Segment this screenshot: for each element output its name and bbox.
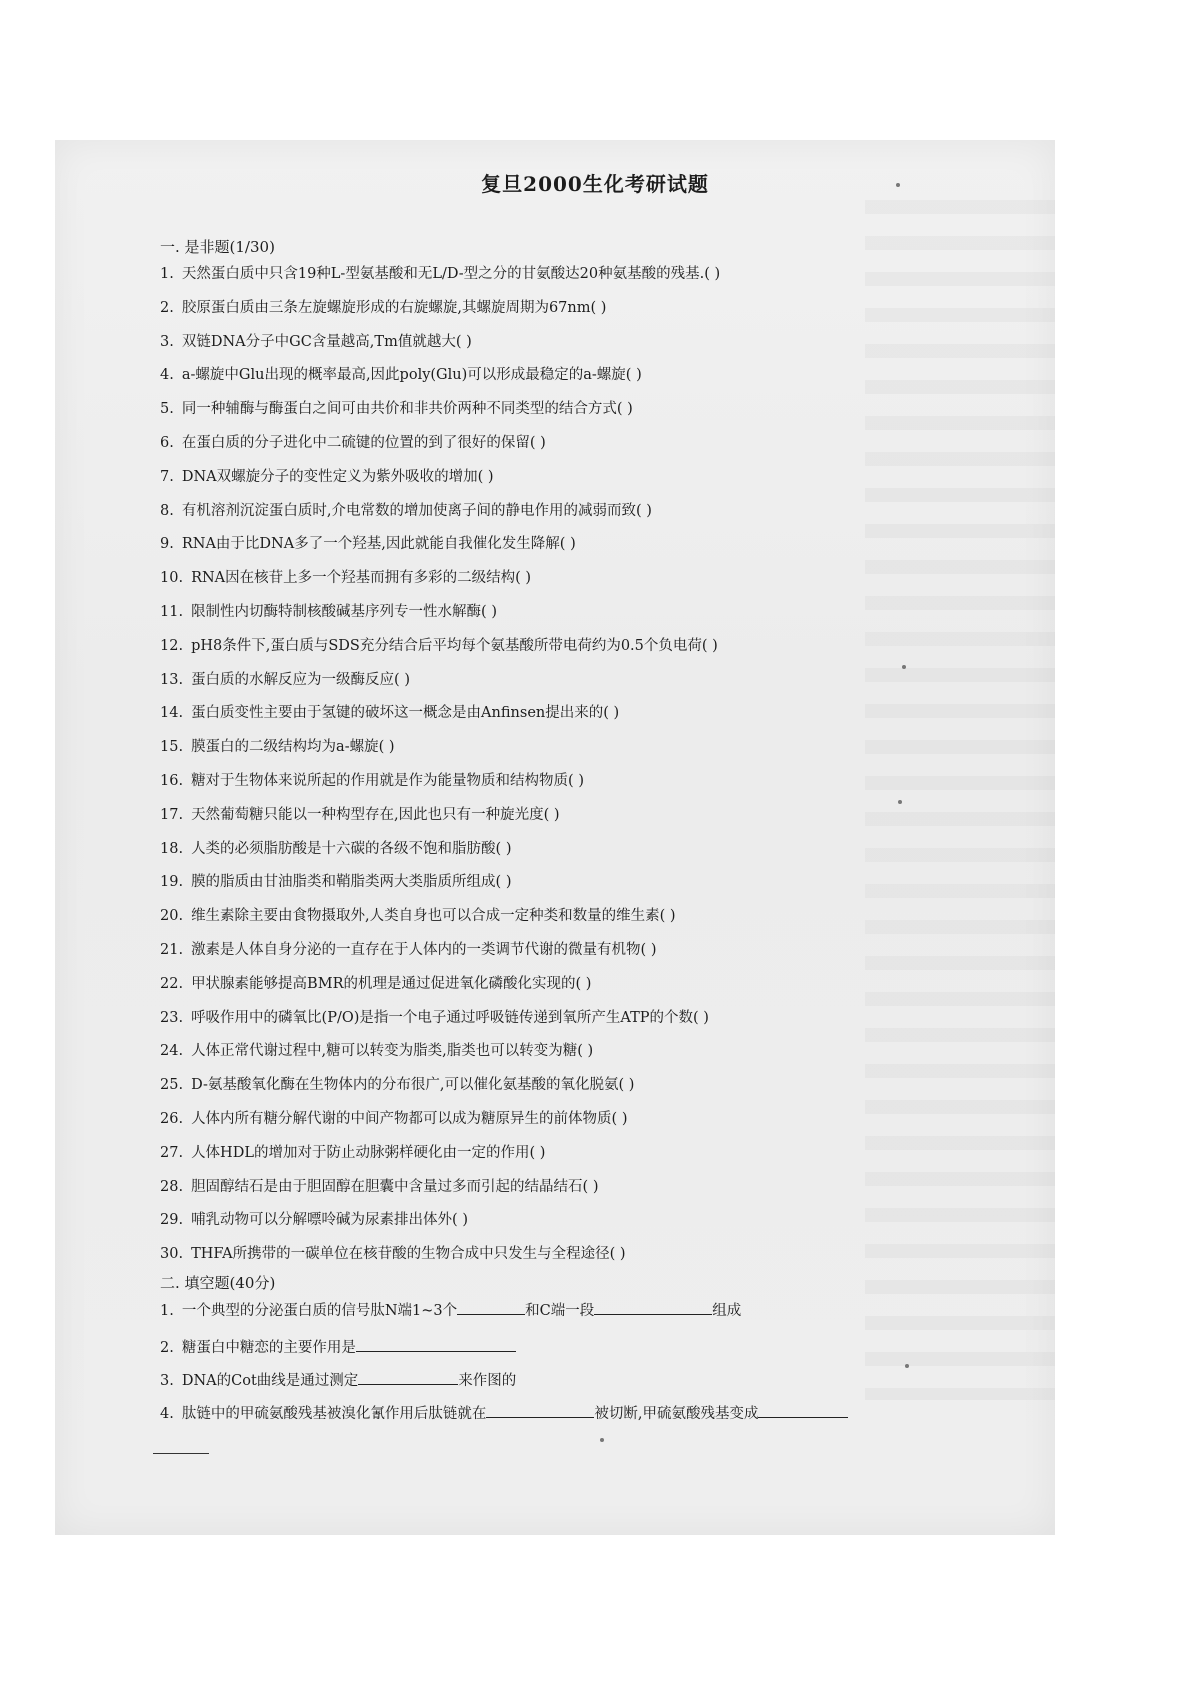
true-false-question — [160, 1109, 627, 1129]
scan-speck — [898, 800, 902, 804]
question-number: 12. — [160, 637, 184, 654]
question-text-part: 一个典型的分泌蛋白质的信号肽N端1~3个 — [181, 1303, 458, 1319]
question-text: 人体内所有糖分解代谢的中间产物都可以成为糖原异生的前体物质( ) — [191, 1111, 628, 1127]
true-false-question — [160, 771, 584, 791]
question-number: 8. — [160, 502, 174, 519]
question-text: 维生素除主要由食物摄取外,人类自身也可以合成一定种类和数量的维生素( ) — [191, 908, 676, 925]
scan-speck — [896, 183, 900, 187]
question-text: THFA所携带的一碳单位在核苷酸的生物合成中只发生与全程途径( ) — [191, 1246, 626, 1263]
question-number: 1. — [160, 1303, 174, 1319]
answer-blank[interactable] — [486, 1403, 594, 1418]
continued-answer-blank[interactable] — [153, 1453, 209, 1454]
question-text: 蛋白质变性主要由于氢键的破坏这一概念是由Anfinsen提出来的( ) — [191, 705, 620, 722]
question-number: 17. — [160, 806, 184, 823]
true-false-question — [160, 636, 718, 656]
question-number: 26. — [160, 1111, 184, 1127]
question-number: 22. — [160, 975, 184, 992]
true-false-question — [160, 365, 642, 385]
exam-title: 复旦2000生化考研试题 — [481, 172, 709, 196]
question-text: RNA因在核苷上多一个羟基而拥有多彩的二级结构( ) — [191, 570, 532, 587]
question-text: 甲状腺素能够提高BMR的机理是通过促进氧化磷酸化实现的( ) — [191, 975, 592, 992]
true-false-question — [160, 1244, 626, 1264]
question-number: 23. — [160, 1009, 184, 1026]
question-number: 21. — [160, 942, 184, 958]
question-text: 胶原蛋白质由三条左旋螺旋形成的右旋螺旋,其螺旋周期为67nm( ) — [181, 299, 607, 316]
question-text: 人体HDL的增加对于防止动脉粥样硬化由一定的作用( ) — [191, 1144, 546, 1161]
answer-blank[interactable] — [358, 1370, 458, 1385]
question-number: 9. — [160, 536, 174, 553]
question-number: 29. — [160, 1212, 184, 1229]
question-number: 20. — [160, 908, 184, 925]
section-heading-fill-blank: 二. 填空题(40分) — [160, 1274, 276, 1292]
true-false-question — [160, 467, 494, 487]
answer-blank[interactable] — [594, 1300, 712, 1315]
question-number: 27. — [160, 1144, 184, 1161]
question-number: 13. — [160, 671, 184, 688]
question-text: 胆固醇结石是由于胆固醇在胆囊中含量过多而引起的结晶结石( ) — [191, 1178, 599, 1195]
question-number: 30. — [160, 1246, 184, 1263]
question-text: 双链DNA分子中GC含量越高,Tm值就越大( ) — [181, 333, 472, 350]
true-false-question — [160, 1210, 468, 1230]
scan-speck — [905, 1364, 909, 1368]
question-number: 4. — [160, 1406, 174, 1422]
true-false-question — [160, 737, 395, 757]
question-text-part: 来作图的 — [458, 1373, 517, 1389]
answer-blank[interactable] — [758, 1403, 848, 1418]
fill-question-2 — [160, 1337, 516, 1358]
answer-blank[interactable] — [356, 1337, 516, 1352]
question-text-part: 和C端一段 — [525, 1303, 595, 1319]
question-number: 16. — [160, 773, 184, 789]
question-number: 10. — [160, 570, 184, 587]
true-false-question — [160, 602, 497, 622]
question-text: D-氨基酸氧化酶在生物体内的分布很广,可以催化氨基酸的氧化脱氨( ) — [191, 1077, 635, 1094]
question-text: 在蛋白质的分子进化中二硫键的位置的到了很好的保留( ) — [181, 435, 546, 451]
question-text: pH8条件下,蛋白质与SDS充分结合后平均每个氨基酸所带电荷约为0.5个负电荷( ) — [191, 637, 718, 654]
question-text: 呼吸作用中的磷氧比(P/O)是指一个电子通过呼吸链传递到氧所产生ATP的个数( ) — [191, 1009, 709, 1026]
question-number: 25. — [160, 1077, 184, 1094]
answer-blank[interactable] — [457, 1300, 525, 1315]
true-false-question — [160, 703, 619, 723]
question-number: 2. — [160, 1340, 174, 1356]
question-number: 4. — [160, 367, 174, 384]
true-false-question — [160, 974, 591, 994]
question-text: 膜蛋白的二级结构均为a-螺旋( ) — [191, 739, 395, 756]
question-number: 7. — [160, 468, 174, 485]
true-false-question — [160, 264, 720, 284]
question-text: 激素是人体自身分泌的一直存在于人体内的一类调节代谢的微量有机物( ) — [191, 942, 657, 958]
question-number: 2. — [160, 299, 174, 316]
question-text-part: 肽链中的甲硫氨酸残基被溴化氰作用后肽链就在 — [181, 1406, 487, 1422]
question-number: 3. — [160, 1373, 174, 1389]
question-text: 限制性内切酶特制核酸碱基序列专一性水解酶( ) — [191, 604, 497, 620]
true-false-question — [160, 1008, 709, 1028]
true-false-question — [160, 534, 576, 554]
question-text: 人类的必须脂肪酸是十六碳的各级不饱和脂肪酸( ) — [191, 840, 512, 857]
true-false-question — [160, 298, 606, 318]
true-false-question — [160, 1075, 634, 1095]
question-text: 蛋白质的水解反应为一级酶反应( ) — [191, 671, 410, 688]
true-false-question — [160, 670, 410, 690]
bleed-through-texture — [865, 200, 1055, 1400]
question-number: 3. — [160, 333, 174, 350]
question-text: 同一种辅酶与酶蛋白之间可由共价和非共价两种不同类型的结合方式( ) — [181, 401, 633, 418]
question-text: 糖对于生物体来说所起的作用就是作为能量物质和结构物质( ) — [191, 773, 584, 789]
question-text-part: 糖蛋白中糖恋的主要作用是 — [181, 1340, 356, 1356]
true-false-question — [160, 940, 656, 960]
question-number: 18. — [160, 840, 184, 857]
true-false-question — [160, 568, 531, 588]
true-false-question — [160, 1143, 545, 1163]
question-text-part: 组成 — [712, 1303, 742, 1319]
question-number: 15. — [160, 739, 184, 756]
question-text: DNA双螺旋分子的变性定义为紫外吸收的增加( ) — [181, 468, 494, 485]
true-false-question — [160, 906, 676, 926]
question-number: 11. — [160, 604, 184, 620]
question-number: 1. — [160, 266, 174, 282]
question-number: 5. — [160, 401, 174, 418]
question-text-part: DNA的Cot曲线是通过测定 — [181, 1373, 359, 1389]
true-false-question — [160, 839, 511, 859]
section-heading-true-false: 一. 是非题(1/30) — [160, 238, 275, 256]
scan-speck — [600, 1438, 604, 1442]
fill-question-3 — [160, 1370, 516, 1391]
true-false-question — [160, 332, 472, 352]
true-false-question — [160, 805, 560, 825]
true-false-question — [160, 501, 652, 521]
fill-question-1 — [160, 1300, 741, 1321]
scan-speck — [902, 665, 906, 669]
true-false-question — [160, 872, 511, 892]
question-text: RNA由于比DNA多了一个羟基,因此就能自我催化发生降解( ) — [181, 536, 576, 553]
question-text: 天然葡萄糖只能以一种构型存在,因此也只有一种旋光度( ) — [191, 806, 560, 823]
true-false-question — [160, 1041, 593, 1061]
question-text: a-螺旋中Glu出现的概率最高,因此poly(Glu)可以形成最稳定的a-螺旋( ) — [181, 367, 642, 384]
question-number: 6. — [160, 435, 174, 451]
true-false-question — [160, 433, 546, 453]
true-false-question — [160, 399, 633, 419]
question-number: 28. — [160, 1178, 184, 1195]
question-text-part: 被切断,甲硫氨酸残基变成 — [594, 1406, 759, 1422]
question-text: 有机溶剂沉淀蛋白质时,介电常数的增加使离子间的静电作用的减弱而致( ) — [181, 502, 652, 519]
question-text: 膜的脂质由甘油脂类和鞘脂类两大类脂质所组成( ) — [191, 874, 512, 891]
fill-question-4 — [160, 1403, 848, 1424]
true-false-question — [160, 1177, 598, 1197]
question-number: 14. — [160, 705, 184, 722]
question-text: 哺乳动物可以分解嘌呤碱为尿素排出体外( ) — [191, 1212, 468, 1229]
question-number: 19. — [160, 874, 184, 891]
question-text: 人体正常代谢过程中,糖可以转变为脂类,脂类也可以转变为糖( ) — [191, 1043, 594, 1060]
question-number: 24. — [160, 1043, 184, 1060]
question-text: 天然蛋白质中只含19种L-型氨基酸和无L/D-型之分的甘氨酸达20种氨基酸的残基.( ) — [181, 266, 721, 282]
